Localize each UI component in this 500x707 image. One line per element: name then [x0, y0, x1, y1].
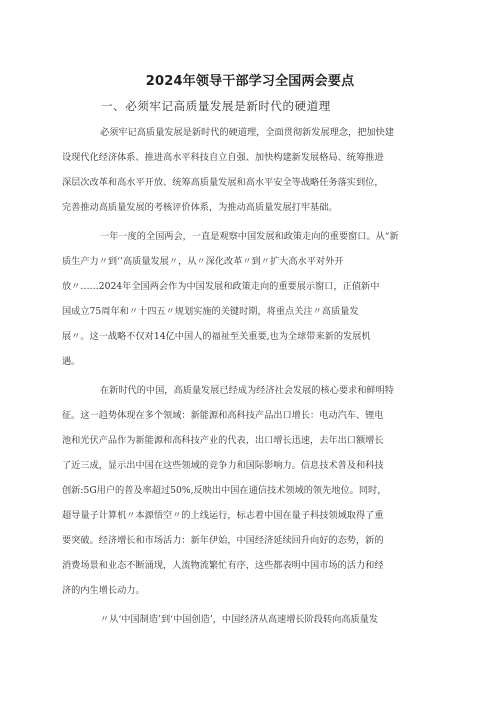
section-heading: 一、必须牢记高质量发展是新时代的硬道理 [101, 99, 331, 113]
paragraph-3-line-7: 要突破。经济增长和市场活力：新年伊始，中国经济延续回升向好的态势，新的 [62, 535, 384, 546]
paragraph-3-line-8: 消费场景和业态不断涌现，人流物流繁忙有序，这些都表明中国市场的活力和经 [62, 560, 384, 571]
paragraph-2-line-1: 一年一度的全国两会，一直是观察中国发展和政策走向的重要窗口。从“新 [100, 231, 399, 242]
paragraph-2-line-5: 展〃。这一战略不仅对14亿中国人的福祉至关重要,也为全球带来新的发展机 [62, 331, 371, 342]
paragraph-1-line-2: 设现代化经济体系、推进高水平科技自立自强、加快构建新发展格局、统筹推进 [62, 152, 384, 163]
paragraph-3-line-2: 征。这一趋势体现在多个领域：新能源和高科技产品出口增长：电动汽车、锂电 [62, 410, 384, 421]
paragraph-3-line-6: 超导量子计算机〃本源悟空〃的上线运行，标志着中国在量子科技领域取得了重 [62, 510, 384, 521]
paragraph-3-line-5: 创新:5G用户的普及率超过50%,反映出中国在通信技术领域的领先地位。同时， [62, 485, 387, 496]
paragraph-2-line-3: 放〃……2024年全国两会作为中国发展和政策走向的重要展示窗口，正值新中 [62, 281, 380, 292]
paragraph-3-line-1: 在新时代的中国，高质量发展已经成为经济社会发展的核心要求和鲜明特 [100, 385, 394, 396]
paragraph-3-line-9: 济的内生增长动力。 [62, 585, 145, 596]
paragraph-4-line-1: 〃从‘中国制造’到‘中国创造’，中国经济从高速增长阶段转向高质量发 [100, 614, 379, 625]
document-title: 2024年领导干部学习全国两会要点 [145, 74, 355, 89]
paragraph-1-line-3: 深层次改革和高水平开放、统筹高质量发展和高水平安全等战略任务落实到位， [62, 177, 384, 188]
paragraph-2-line-2: 质生产力〃到‘’高质量发展〃，从〃深化改革〃到〃扩大高水平对外开 [62, 256, 344, 267]
paragraph-2-line-4: 国成立75周年和〃十四五〃规划实施的关键时期，将重点关注〃高质量发 [62, 306, 359, 317]
paragraph-2-line-6: 遇。 [62, 356, 81, 367]
paragraph-3-line-3: 池和光伏产品作为新能源和高科技产业的代表，出口增长迅速，去年出口额增长 [62, 435, 384, 446]
paragraph-1-line-4: 完善推动高质量发展的考核评价体系，为推动高质量发展打牢基础。 [62, 202, 338, 213]
paragraph-1-line-1: 必须牢记高质量发展是新时代的硬道理，全面贯彻新发展理念，把加快建 [100, 127, 394, 138]
paragraph-3-line-4: 了近三成，显示出中国在这些领域的竞争力和国际影响力。信息技术普及和科技 [62, 460, 384, 471]
